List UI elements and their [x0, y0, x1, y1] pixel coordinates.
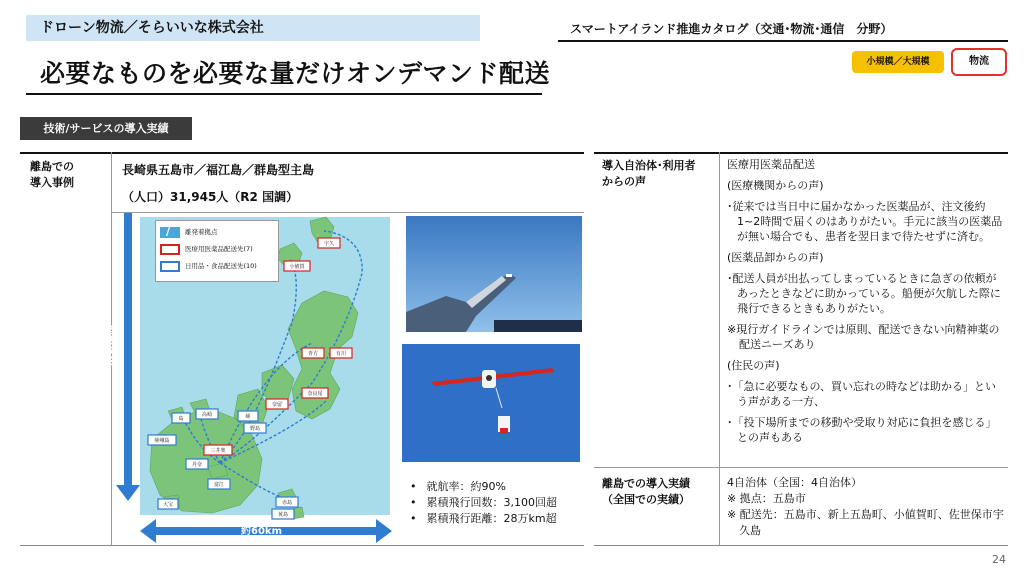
voice-item: ･従来では当日中に届かなかった医薬品が、注文後約1~2時間で届くのはありがたい。手元に該当の医薬品が無い場合でも、患者を翌日まで待たせずに済む。 — [727, 200, 1003, 243]
svg-text:奈良尾: 奈良尾 — [307, 391, 323, 397]
svg-text:大宝: 大宝 — [162, 502, 174, 508]
right-table-divider — [719, 152, 720, 545]
row-label-case: 離島での 導入事例 — [30, 160, 74, 189]
svg-text:富江: 富江 — [213, 482, 225, 488]
voice-item: ･「投下場所までの移動や受取り対応に負担を感じる」との声もある — [727, 416, 997, 444]
drone-flight-photo — [402, 344, 580, 462]
stat-operation-rate: • 就航率：約90% — [410, 479, 557, 495]
svg-text:黄島: 黄島 — [277, 512, 289, 518]
catalog-title: スマートアイランド推進カタログ（交通･物流･通信 分野） — [570, 22, 893, 36]
record-base: ※ 拠点：五島市 — [727, 492, 806, 505]
svg-text:三井楽: 三井楽 — [210, 448, 226, 454]
right-table-top-rule — [594, 152, 1008, 154]
legend-label-medical: 医療用医薬品配送先(7) — [185, 244, 253, 253]
row-label-records: 離島での導入実績 （全国での実績） — [602, 477, 690, 506]
voice-heading: 医療用医薬品配送 — [727, 158, 815, 171]
voice-item: ･「急に必要なもの、買い忘れの時などは助かる」という声がある一方、 — [727, 380, 997, 408]
legend-item-medical — [160, 241, 274, 258]
voice-group-medical-institution: (医療機関からの声) — [727, 179, 824, 192]
legend-item-base — [160, 224, 274, 241]
svg-text:赤島: 赤島 — [281, 500, 293, 506]
right-table-bottom-rule — [594, 545, 1008, 546]
svg-text:島: 島 — [178, 416, 184, 422]
voices-list — [727, 157, 1005, 451]
location-title: 長崎県五島市／福江島／群島型主島 — [122, 163, 315, 177]
svg-text:宇久: 宇久 — [323, 241, 335, 247]
page-number: 24 — [992, 553, 1006, 566]
voice-group-wholesaler: (医薬品卸からの声) — [727, 251, 824, 264]
title-underline — [26, 93, 542, 95]
distance-ns-label: 約90km — [105, 325, 116, 366]
left-table-top-rule — [20, 152, 584, 154]
svg-text:高崎: 高崎 — [201, 412, 213, 418]
distance-ew-label: 約60km — [241, 526, 282, 537]
scale-tag: 小規模／大規模 — [852, 51, 944, 73]
svg-text:奈留: 奈留 — [271, 402, 283, 408]
svg-text:嵯: 嵯 — [245, 414, 251, 420]
red-box-icon — [160, 244, 180, 255]
left-table-bottom-rule — [20, 545, 584, 546]
page-title: 必要なものを必要な量だけオンデマンド配送 — [40, 59, 551, 88]
field-tag: 物流 — [951, 48, 1007, 76]
map-legend — [155, 220, 279, 282]
population-text: （人口）31,945人（R2 国調） — [122, 190, 299, 204]
right-table-mid-rule — [594, 467, 1008, 468]
svg-text:青方: 青方 — [307, 351, 319, 357]
blue-box-icon — [160, 261, 180, 272]
legend-label-base: 離発着拠点 — [185, 227, 218, 236]
header-divider — [558, 40, 1008, 42]
launch-base-icon — [160, 227, 180, 238]
voice-group-residents: (住民の声) — [727, 359, 780, 372]
stat-flight-count: • 累積飛行回数：3,100回超 — [410, 495, 557, 511]
flight-stats — [410, 479, 557, 527]
svg-text:小値賀: 小値賀 — [289, 264, 305, 270]
voice-item: ･配送人員が出払ってしまっているときに急ぎの依頼があったときなどに助かっている。船便が欠航した際に飛行できるときもありがたい。 — [727, 272, 1001, 315]
record-destinations: ※ 配送先：五島市、新上五島町、小値賀町、佐世保市宇久島 — [727, 508, 1004, 537]
legend-label-daily: 日用品・食品配送先(10) — [185, 261, 257, 270]
voice-note: ※現行ガイドラインでは原則、配送できない向精神薬の配送ニーズあり — [727, 323, 1000, 351]
svg-text:有川: 有川 — [335, 351, 347, 357]
svg-text:野島: 野島 — [249, 426, 261, 432]
drone-launch-photo — [406, 216, 582, 332]
stat-flight-distance: • 累積飛行距離：28万km超 — [410, 511, 557, 527]
svg-text:嵯峨島: 嵯峨島 — [154, 438, 170, 444]
row-label-voices: 導入自治体･利用者 からの声 — [602, 159, 696, 188]
record-summary: 4自治体（全国：4自治体） — [727, 476, 862, 489]
svg-text:丹奈: 丹奈 — [191, 462, 203, 468]
legend-item-daily — [160, 258, 274, 275]
section-label: 技術/サービスの導入実績 — [20, 117, 192, 140]
category-banner: ドローン物流／そらいいな株式会社 — [26, 15, 480, 41]
records-list — [727, 475, 1005, 539]
